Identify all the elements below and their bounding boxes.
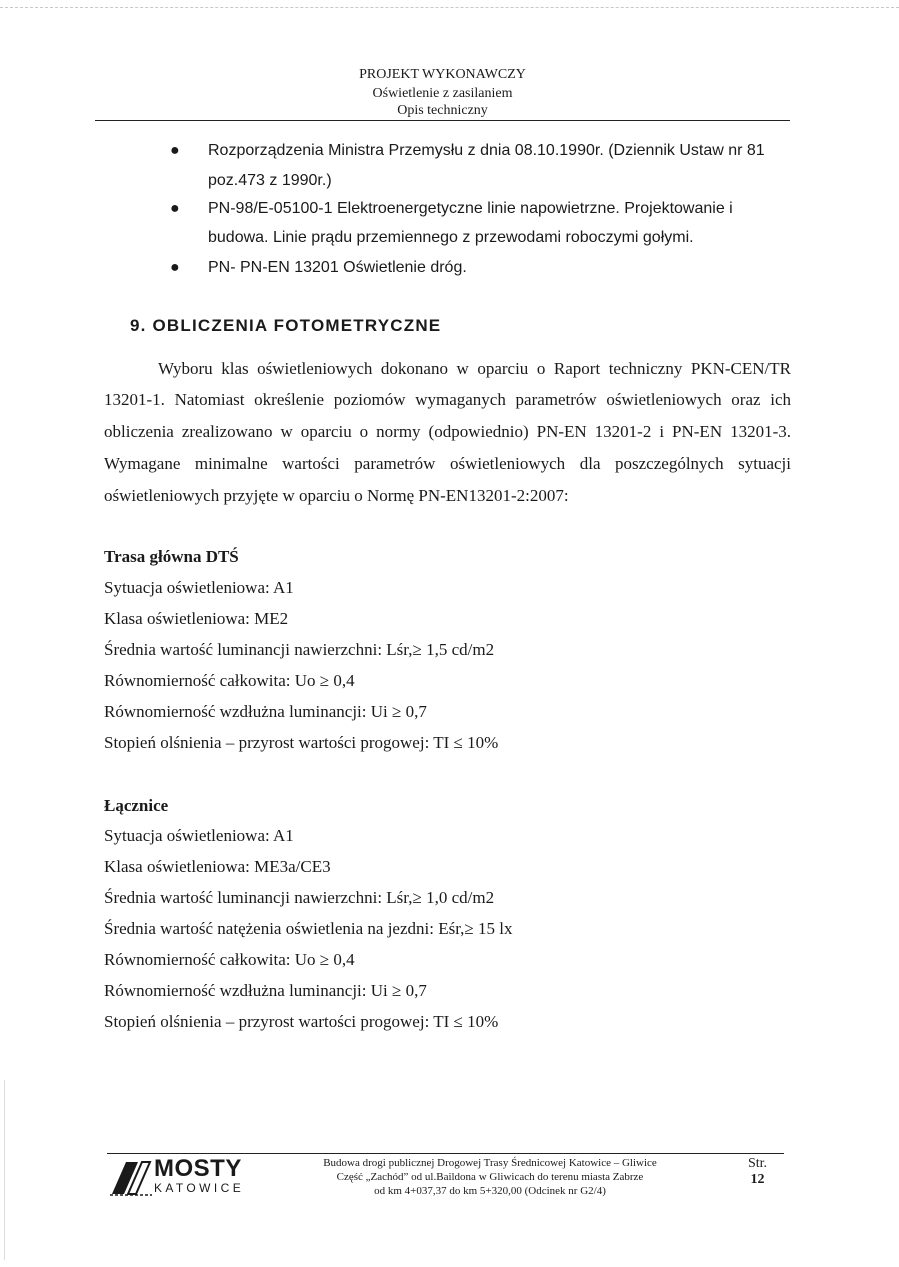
subsection-title-trasa: Trasa główna DTŚ — [104, 547, 239, 566]
spec-line: Klasa oświetleniowa: ME3a/CE3 — [104, 857, 331, 876]
page-number: 12 — [750, 1172, 765, 1187]
subsection-title-lacznice: Łącznice — [104, 796, 169, 815]
spec-line: Średnia wartość luminancji nawierzchni: Lśr,≥ 1,5 cd/m2 — [104, 640, 495, 659]
spec-line: Sytuacja oświetleniowa: A1 — [104, 578, 294, 597]
footer-line: Część „Zachód” od ul.Baildona w Gliwicach do terenu miasta Zabrze — [336, 1171, 644, 1183]
paragraph-line: Wymagane minimalne wartości parametrów oświetleniowych dla poszczególnych sytuacji — [104, 454, 791, 473]
header-divider — [95, 120, 790, 121]
header-project-title: PROJEKT WYKONAWCZY — [359, 67, 526, 82]
spec-line: Równomierność wzdłużna luminancji: Ui ≥ 0,7 — [104, 981, 427, 1000]
paragraph-line: oświetleniowych przyjęte w oparciu o Normę PN-EN13201-2:2007: — [104, 486, 569, 505]
scan-margin-line — [4, 1080, 5, 1260]
paragraph-line: obliczenia zrealizowano w oparciu o normy (odpowiednio) PN-EN 13201-2 i PN-EN 13201-3. — [104, 422, 791, 441]
paragraph-line: Wyboru klas oświetleniowych dokonano w oparciu o Raport techniczny PKN-CEN/TR — [158, 359, 791, 378]
bullet-icon: ● — [170, 259, 180, 276]
header-subtitle: Oświetlenie z zasilaniem — [372, 86, 513, 101]
logo-name: MOSTY — [154, 1155, 242, 1182]
list-item-line: PN- PN-EN 13201 Oświetlenie dróg. — [208, 259, 467, 276]
footer-line: Budowa drogi publicznej Drogowej Trasy Średnicowej Katowice – Gliwice — [323, 1157, 657, 1169]
spec-line: Równomierność całkowita: Uo ≥ 0,4 — [104, 671, 355, 690]
spec-line: Sytuacja oświetleniowa: A1 — [104, 826, 294, 845]
page-label: Str. — [747, 1156, 768, 1171]
list-item-line: budowa. Linie prądu przemiennego z przewodami roboczymi gołymi. — [208, 229, 694, 246]
scan-edge-line — [0, 7, 899, 8]
list-item-line: Rozporządzenia Ministra Przemysłu z dnia 08.10.1990r. (Dziennik Ustaw nr 81 — [208, 142, 765, 159]
bullet-icon: ● — [170, 142, 180, 159]
logo-city: KATOWICE — [154, 1181, 245, 1195]
bullet-icon: ● — [170, 200, 180, 217]
footer-divider — [107, 1153, 784, 1154]
header-doc-type: Opis techniczny — [397, 103, 488, 118]
spec-line: Stopień olśnienia – przyrost wartości progowej: TI ≤ 10% — [104, 733, 499, 752]
list-item-line: PN-98/E-05100-1 Elektroenergetyczne linie napowietrzne. Projektowanie i — [208, 200, 733, 217]
spec-line: Klasa oświetleniowa: ME2 — [104, 609, 289, 628]
spec-line: Średnia wartość natężenia oświetlenia na jezdni: Eśr,≥ 15 lx — [104, 919, 513, 938]
footer-line: od km 4+037,37 do km 5+320,00 (Odcinek nr G2/4) — [374, 1185, 606, 1197]
spec-line: Średnia wartość luminancji nawierzchni: Lśr,≥ 1,0 cd/m2 — [104, 888, 495, 907]
list-item-line: poz.473 z 1990r.) — [208, 172, 332, 189]
spec-line: Równomierność wzdłużna luminancji: Ui ≥ 0,7 — [104, 702, 427, 721]
spec-line: Równomierność całkowita: Uo ≥ 0,4 — [104, 950, 355, 969]
section-heading: 9. OBLICZENIA FOTOMETRYCZNE — [130, 316, 442, 335]
paragraph-line: 13201-1. Natomiast określenie poziomów wymaganych parametrów oświetleniowych oraz ich — [104, 390, 791, 409]
spec-line: Stopień olśnienia – przyrost wartości progowej: TI ≤ 10% — [104, 1012, 499, 1031]
